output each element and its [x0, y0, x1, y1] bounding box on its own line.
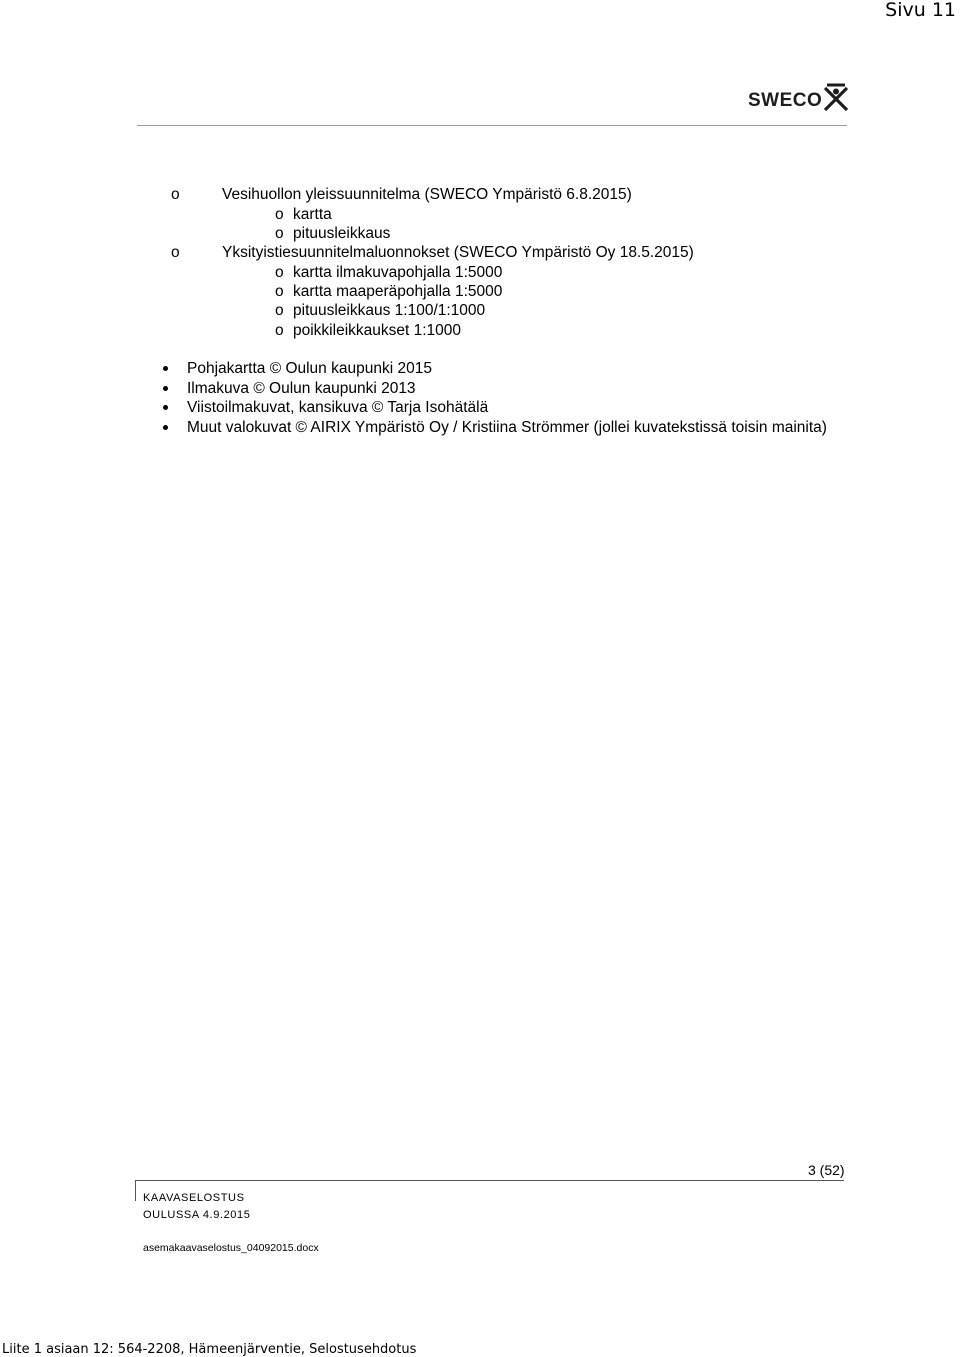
- sub-list-item: poikkileikkaukset 1:1000: [293, 322, 462, 339]
- bullet-dot: [163, 405, 168, 410]
- sub-list-item: kartta maaperäpohjalla 1:5000: [293, 283, 503, 300]
- logo-wordmark: SWECO: [748, 90, 823, 111]
- sub-list-bullet: o: [275, 322, 284, 339]
- bullet-dot: [163, 386, 168, 391]
- list-bullet: o: [171, 186, 180, 203]
- sub-list-item: kartta: [293, 206, 332, 223]
- credit-item: Viistoilmakuvat, kansikuva © Tarja Isohätälä: [187, 399, 489, 416]
- list-item: Yksityistiesuunnitelmaluonnokset (SWECO Ympäristö Oy 18.5.2015): [222, 244, 694, 261]
- page-number-label: Sivu 11: [885, 0, 956, 21]
- sub-list-bullet: o: [275, 302, 284, 319]
- attachment-line: Liite 1 asiaan 12: 564-2208, Hämeenjärventie, Selostusehdotus: [2, 1342, 417, 1357]
- list-item: Vesihuollon yleissuunnitelma (SWECO Ympäristö 6.8.2015): [222, 186, 632, 203]
- list-bullet: o: [171, 244, 180, 261]
- sub-list-item: kartta ilmakuvapohjalla 1:5000: [293, 264, 503, 281]
- sweco-logo: [748, 80, 852, 114]
- sub-list-bullet: o: [275, 264, 284, 281]
- sub-list-item: pituusleikkaus: [293, 225, 391, 242]
- header-divider: [137, 125, 847, 126]
- credit-item: Muut valokuvat © AIRIX Ympäristö Oy / Kristiina Strömmer (jollei kuvatekstissä toisin mainita): [187, 419, 827, 436]
- location-date: OULUSSA 4.9.2015: [143, 1209, 251, 1221]
- sub-list-bullet: o: [275, 225, 284, 242]
- doc-type: KAAVASELOSTUS: [143, 1192, 245, 1204]
- sub-list-bullet: o: [275, 206, 284, 223]
- credit-item: Ilmakuva © Oulun kaupunki 2013: [187, 380, 416, 397]
- bullet-dot: [163, 366, 168, 371]
- filename: asemakaavaselostus_04092015.docx: [143, 1242, 319, 1254]
- credit-item: Pohjakartta © Oulun kaupunki 2015: [187, 360, 432, 377]
- page-count: 3 (52): [808, 1162, 845, 1178]
- sub-list-item: pituusleikkaus 1:100/1:1000: [293, 302, 486, 319]
- sub-list-bullet: o: [275, 283, 284, 300]
- bullet-dot: [163, 425, 168, 430]
- sweco-symbol-icon: [821, 82, 851, 112]
